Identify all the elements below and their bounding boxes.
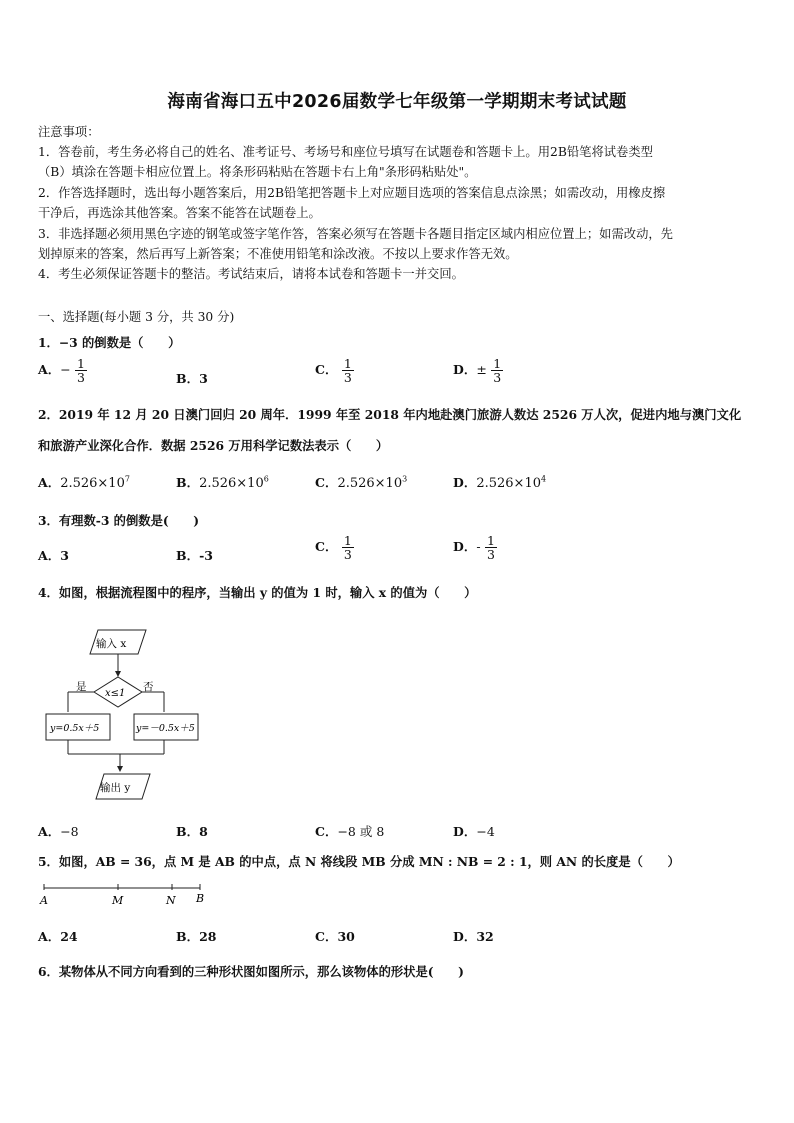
- q5-option-b: B．28: [176, 929, 217, 944]
- question-6-stem: 6．某物体从不同方向看到的三种形状图如图所示，那么该物体的形状是( ): [38, 964, 464, 979]
- point-label-n: N: [166, 894, 176, 907]
- flow-input-text: 输入 x: [96, 638, 127, 650]
- q5-option-a: A．24: [38, 929, 78, 944]
- q2-option-a: A．$2.526\times 10^7$: [38, 474, 130, 491]
- q1-option-a: A．− $\frac{1}{3}$: [38, 356, 85, 386]
- q5-option-c: C．30: [315, 929, 355, 944]
- q4-option-b: B．8: [176, 824, 208, 839]
- q4-option-c: C．−8 或 8: [315, 824, 385, 839]
- question-3-stem: 3．有理数-3 的倒数是( ): [38, 513, 200, 528]
- notice-line: 干净后，再选涂其他答案。答案不能答在试题卷上。: [38, 206, 321, 220]
- exam-title: 海南省海口五中2026届数学七年级第一学期期末考试试题: [167, 92, 627, 112]
- notice-line: 3．非选择题必须用黑色字迹的钢笔或签字笔作答，答案必须写在答题卡各题目指定区域内相应位置上；如需改动，先: [38, 227, 673, 241]
- question-4-stem: 4．如图，根据流程图中的程序，当输出 y 的值为 1 时，输入 x 的值为（ ）: [38, 585, 477, 600]
- point-label-a: A: [40, 894, 48, 907]
- point-label-m: M: [112, 894, 124, 907]
- notice-line: 1．答卷前，考生务必将自己的姓名、准考证号、考场号和座位号填写在试题卷和答题卡上。用2B铅笔将试卷类型: [38, 145, 653, 159]
- flow-no-label: 否: [143, 681, 154, 693]
- flow-left-box-text: y=0.5x＋5: [50, 723, 100, 734]
- flowchart-diagram: [40, 622, 210, 806]
- flow-output-text: 输出 y: [100, 782, 131, 794]
- notice-line: （B）填涂在答题卡相应位置上。将条形码粘贴在答题卡右上角"条形码粘贴处"。: [38, 165, 477, 179]
- q3-option-c: C． $\frac{1}{3}$: [315, 533, 352, 563]
- notice-line: 划掉原来的答案，然后再写上新答案；不准使用铅笔和涂改液。不按以上要求作答无效。: [38, 247, 518, 261]
- q3-option-d: D．- $\frac{1}{3}$: [453, 533, 495, 563]
- notice-heading: 注意事项：: [38, 125, 100, 139]
- flow-arrowhead: [117, 766, 123, 772]
- flow-yes-label: 是: [76, 681, 87, 693]
- flow-right-box-text: y=－0.5x＋5: [136, 723, 195, 734]
- segment-diagram: [36, 878, 216, 908]
- q1-option-c: C． $\frac{1}{3}$: [315, 356, 352, 386]
- flow-arrowhead: [115, 671, 121, 677]
- q1-option-d: D．± $\frac{1}{3}$: [453, 356, 502, 386]
- point-label-b: B: [196, 892, 205, 905]
- q4-option-a: A．−8: [38, 824, 79, 839]
- q4-option-d: D．−4: [453, 824, 495, 839]
- q3-option-a: A．3: [38, 548, 69, 563]
- section-heading: 一、选择题(每小题 3 分，共 30 分): [38, 310, 235, 324]
- question-5-stem: 5．如图，AB = 36，点 M 是 AB 的中点，点 N 将线段 MB 分成 MN : NB = 2 : 1，则 AN 的长度是（ ）: [38, 854, 680, 869]
- notice-line: 4．考生必须保证答题卡的整洁。考试结束后，请将本试卷和答题卡一并交回。: [38, 267, 464, 281]
- q3-option-b: B．-3: [176, 548, 213, 563]
- question-2-stem-line1: 2．2019 年 12 月 20 日澳门回归 20 周年．1999 年至 2018 年内地赴澳门旅游人数达 2526 万人次，促进内地与澳门文化: [38, 407, 742, 422]
- question-1-stem: 1．−3 的倒数是（ ）: [38, 335, 181, 350]
- q2-option-c: C．$2.526\times 10^3$: [315, 474, 408, 491]
- q1-option-b: B．3: [176, 371, 208, 386]
- q2-option-d: D．$2.526\times 10^4$: [453, 474, 547, 491]
- flow-decision-text: x≤1: [105, 688, 126, 699]
- q2-option-b: B．$2.526\times 10^6$: [176, 474, 269, 491]
- q5-option-d: D．32: [453, 929, 494, 944]
- question-2-stem-line2: 和旅游产业深化合作．数据 2526 万用科学记数法表示（ ）: [38, 438, 389, 453]
- notice-line: 2．作答选择题时，选出每小题答案后，用2B铅笔把答题卡上对应题目选项的答案信息点涂黑；如需改动，用橡皮擦: [38, 186, 666, 200]
